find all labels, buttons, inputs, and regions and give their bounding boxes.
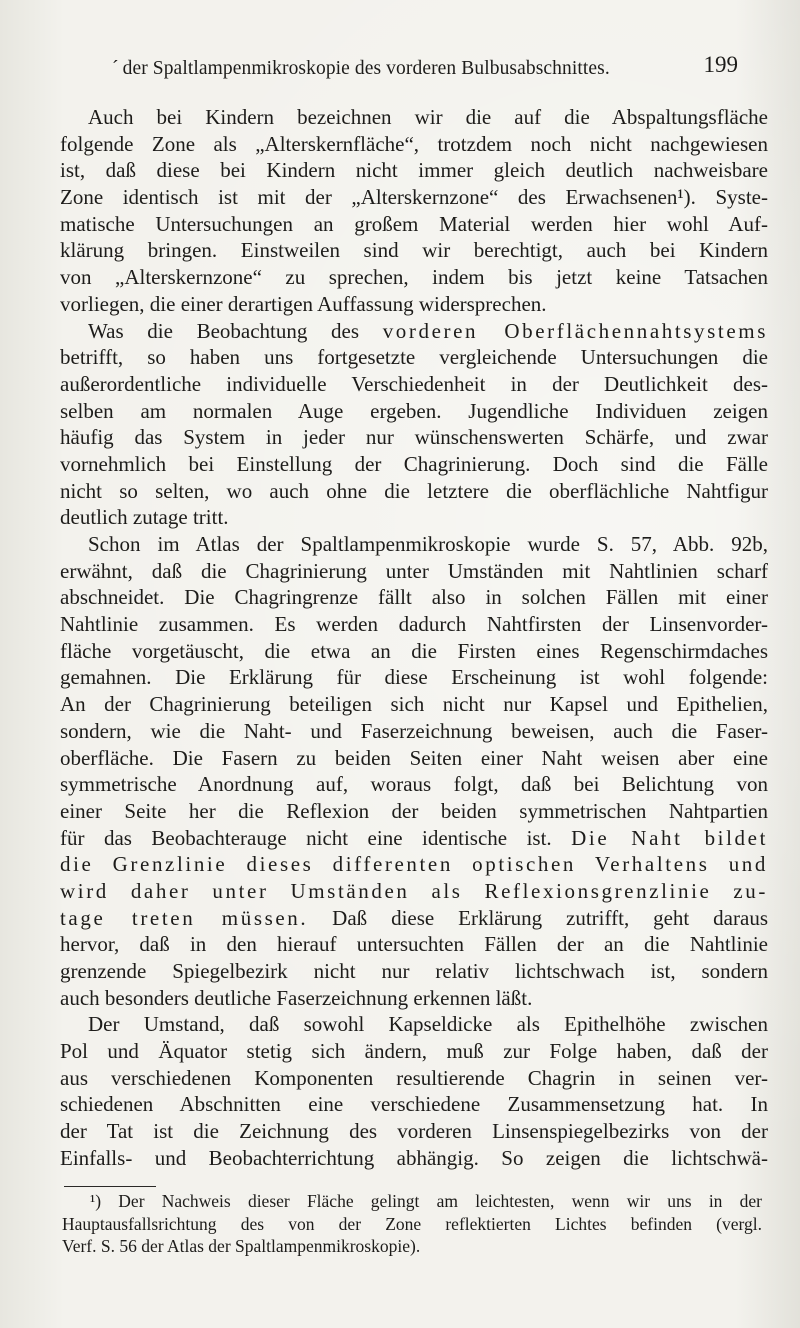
text-line: vornehmlich bei Einstellung der Chagrinierung. Doch sind die Fälle [60,451,768,476]
text-line: vorliegen, die einer derartigen Auffassung widersprechen. [60,291,547,316]
text-line: folgende Zone als „Alterskernfläche“, trotzdem noch nicht nachgewiesen [60,131,768,156]
text-line: sondern, wie die Naht- und Faserzeichnung beweisen, auch die Faser- [60,718,768,743]
text-line: abschneidet. Die Chagringrenze fällt also in solchen Fällen mit einer [60,585,768,610]
text-line: schiedenen Abschnitten eine verschiedene Zusammensetzung hat. In [60,1092,768,1117]
text-line: fläche vorgetäuscht, die etwa an die Firsten eines Regenschirmdaches [60,638,768,663]
text-line: hervor, daß in den hierauf untersuchten Fällen der an die Nahtlinie [60,932,768,957]
text-line: ist, daß diese bei Kindern nicht immer gleich deutlich nachweisbare [60,158,768,183]
footnote [62,1190,762,1258]
footnote-divider [64,1186,156,1187]
emphasized-text: die Grenzlinie dieses differenten optischen Verhaltens und [60,852,768,877]
text-line: Einfalls- und Beobachterrichtung abhängig. So zeigen die lichtschwä- [60,1145,768,1170]
text-line: deutlich zutage tritt. [60,505,229,530]
emphasized-text: tage treten müssen. [60,905,309,930]
text-line: nicht so selten, wo auch ohne die letztere die oberflächliche Nahtfigur [60,478,768,503]
pencil-mark: ˊ [112,58,119,79]
text-line: für das Beobachterauge nicht eine identische ist. Die Naht bildet [60,825,769,850]
text-line: Zone identisch ist mit der „Alterskernzone“ des Erwachsenen¹). Syste- [60,185,768,210]
text-line: von „Alterskernzone“ zu sprechen, indem bis jetzt keine Tatsachen [60,265,768,290]
text-line: gemahnen. Die Erklärung für diese Erscheinung ist wohl folgende: [60,665,768,690]
page-number: 199 [703,52,738,77]
text-line: außerordentliche individuelle Verschiedenheit in der Deutlichkeit des- [60,371,768,396]
text-line: auch besonders deutliche Faserzeichnung erkennen läßt. [60,985,533,1010]
footnote-line: Verf. S. 56 der Atlas der Spaltlampenmikroskopie). [62,1236,421,1256]
text-line: aus verschiedenen Komponenten resultierende Chagrin in seinen ver- [60,1065,768,1090]
text-line: der Tat ist die Zeichnung des vorderen Linsenspiegelbezirks von der [60,1119,768,1144]
footnote-line: ¹) Der Nachweis dieser Fläche gelingt am leichtesten, wenn wir uns in der [90,1191,762,1211]
text-line: häufig das System in jeder nur wünschenswerten Schärfe, und zwar [60,425,768,450]
text-line: tage treten müssen. Daß diese Erklärung zutrifft, geht daraus [60,905,768,930]
text-line: klärung bringen. Einstweilen sind wir berechtigt, auch bei Kindern [60,238,768,263]
text-line: symmetrische Anordnung auf, woraus folgt, daß bei Belichtung von [60,772,768,797]
paragraph-3 [60,531,768,1011]
text-line: selben am normalen Auge ergeben. Jugendliche Individuen zeigen [60,398,768,423]
emphasized-text: wird daher unter Umständen als Reflexionsgrenzlinie zu- [60,878,768,903]
paragraph-2 [60,318,768,532]
text-line: oberfläche. Die Fasern zu beiden Seiten einer Naht weisen aber eine [60,745,768,770]
text-line: An der Chagrinierung beteiligen sich nicht nur Kapsel und Epithelien, [60,692,768,717]
text-line: Pol und Äquator stetig sich ändern, muß zur Folge haben, daß der [60,1039,768,1064]
text-line: Was die Beobachtung des vorderen Oberflächennahtsystems [88,318,768,343]
paragraph-1 [60,104,768,318]
text-line: Auch bei Kindern bezeichnen wir die auf die Abspaltungsfläche [88,105,768,129]
emphasized-text: Die Naht bildet [571,825,769,850]
body-text [60,104,768,1172]
emphasized-text: vorderen Oberflächennahtsystems [382,318,768,343]
page-header [112,52,740,88]
running-head [112,58,610,80]
text-line: matische Untersuchungen an großem Material werden hier wohl Auf- [60,211,768,236]
text-line [60,851,768,878]
text-line: Schon im Atlas der Spaltlampenmikroskopie wurde S. 57, Abb. 92b, [88,532,768,556]
running-head-text: der Spaltlampenmikroskopie des vorderen Bulbusabschnittes. [122,58,610,79]
text-line: einer Seite her die Reflexion der beiden symmetrischen Nahtpartien [60,798,768,823]
text-line: betrifft, so haben uns fortgesetzte vergleichende Untersuchungen die [60,345,768,370]
footnote-line: Hauptausfallsrichtung des von der Zone reflektierten Lichtes befinden (vergl. [62,1213,762,1234]
text-line: Der Umstand, daß sowohl Kapseldicke als Epithelhöhe zwischen [88,1012,768,1037]
text-line: Nahtlinie zusammen. Es werden dadurch Nahtfirsten der Linsenvorder- [60,612,768,637]
text-line: grenzende Spiegelbezirk nicht nur relativ lichtschwach ist, sondern [60,959,768,983]
text-line [60,878,768,905]
text-line: erwähnt, daß die Chagrinierung unter Umständen mit Nahtlinien scharf [60,558,768,583]
paragraph-4 [60,1011,768,1171]
